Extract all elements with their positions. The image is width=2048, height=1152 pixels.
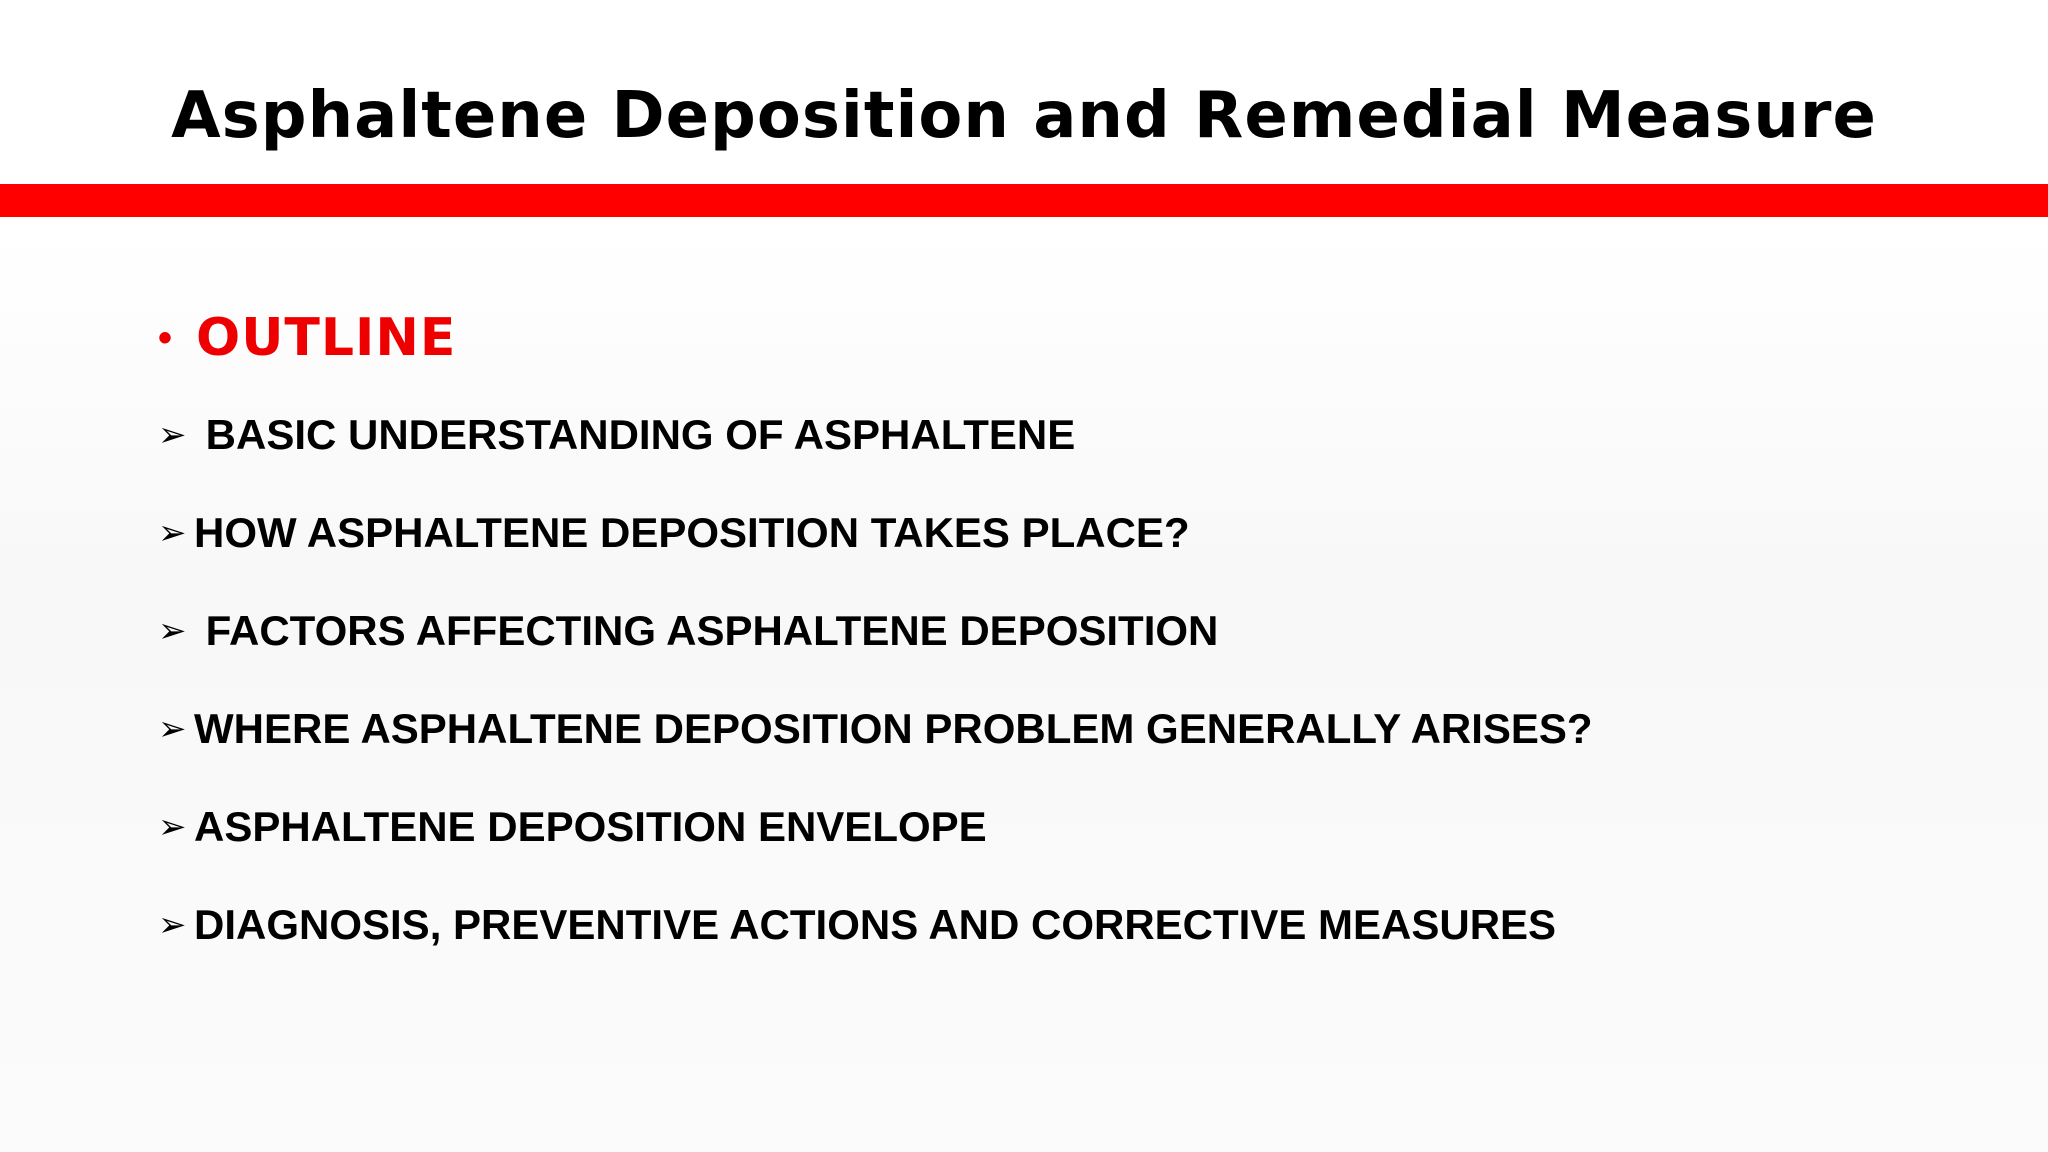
bullet-icon: • xyxy=(158,315,173,360)
list-item xyxy=(158,699,1593,759)
list-item xyxy=(158,405,1075,465)
arrow-bullet-icon: ➢ xyxy=(158,709,187,749)
list-item-text: ASPHALTENE DEPOSITION ENVELOPE xyxy=(194,803,987,850)
list-item-text: BASIC UNDERSTANDING OF ASPHALTENE xyxy=(194,411,1076,458)
list-item-text: WHERE ASPHALTENE DEPOSITION PROBLEM GENERALLY ARISES? xyxy=(194,705,1593,752)
list-item-text: HOW ASPHALTENE DEPOSITION TAKES PLACE? xyxy=(194,509,1190,556)
list-item xyxy=(158,797,987,857)
list-item xyxy=(158,895,1556,955)
list-item-text: DIAGNOSIS, PREVENTIVE ACTIONS AND CORRECTIVE MEASURES xyxy=(194,901,1557,948)
arrow-bullet-icon: ➢ xyxy=(158,905,187,945)
outline-heading xyxy=(158,300,456,376)
list-item xyxy=(158,601,1218,661)
list-item-text: FACTORS AFFECTING ASPHALTENE DEPOSITION xyxy=(194,607,1219,654)
title-divider-bar xyxy=(0,184,2048,217)
list-item xyxy=(158,503,1190,563)
arrow-bullet-icon: ➢ xyxy=(158,807,187,847)
slide-title: Asphaltene Deposition and Remedial Measure xyxy=(171,79,1877,153)
arrow-bullet-icon: ➢ xyxy=(158,611,187,651)
arrow-bullet-icon: ➢ xyxy=(158,415,187,455)
outline-label: OUTLINE xyxy=(196,308,457,368)
arrow-bullet-icon: ➢ xyxy=(158,513,187,553)
